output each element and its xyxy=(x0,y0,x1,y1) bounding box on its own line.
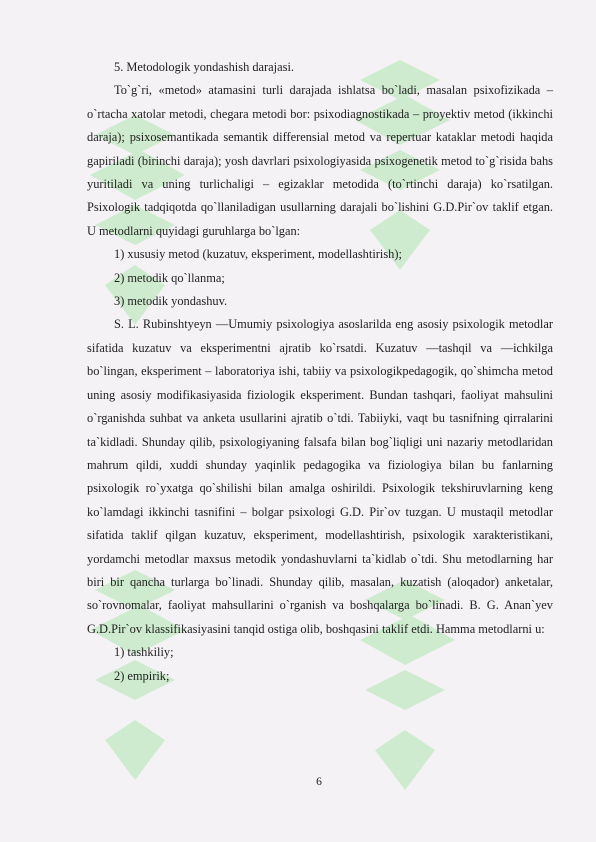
list-item: 1) xususiy metod (kuzatuv, eksperiment, modellashtirish); xyxy=(114,247,402,262)
list-item: 1) tashkiliy; xyxy=(114,645,174,660)
page-number: 6 xyxy=(316,776,322,788)
document-body xyxy=(87,56,553,688)
section-heading: 5. Metodologik yondashish darajasi. xyxy=(114,60,294,74)
list-item: 2) empirik; xyxy=(114,668,170,683)
list-item: 3) metodik yondashuv. xyxy=(114,294,228,309)
paragraph: S. L. Rubinshtyeyn ―Umumiy psixologiya asoslarilda eng asosiy psixologik metodlar sifatida kuzatuv va eksperimentni ajratib ko`rsatdi. Kuzatuv ―tashqil va ―ichkilga bo`lingan, eksperiment – laboratoriya ishi, tabiiy va psixologikpedagogik, qo`shimcha metod uning asosiy modifikasiyasida fiziologik eksperiment. Bundan tashqari, faoliyat mahsulini o`rganishda suhbat va anketa usullarini ajratib o`tdi. Tabiiyki, vaqt bu tasnifning qirralarini ta`kidladi. Shunday qilib, psixologiyaning falsafa bilan bog`liqligi uni nazariy metodlaridan mahrum qildi, xuddi shunday yaqinlik pedagogika va fiziologiya bilan bu fanlarning psixologik ro`yxatga qo`shilishi bilan amalga oshirildi. Psixologik tekshiruvlarning keng ko`lamdagi ikkinchi tasnifini – bolgar psixologi G.D. Pir`ov tuzgan. U mustaqil metodlar sifatida taklif qilgan kuzatuv, eksperiment, modellashtirish, psixologik xarakteristikani, yordamchi metodlar maxsus metodik yondashuvlarni ta`kidlab o`tdi. Shu metodlarning har biri bir qancha turlarga bo`linadi. Shunday qilib, masalan, kuzatish (aloqador) anketalar, so`rovnomalar, faoliyat mahsullarini o`rganish va boshqalarga bo`linadi. B. G. Anan`yev G.D.Pir`ov klassifikasiyasini tanqid ostiga olib, boshqasini taklif etdi. Hamma metodlarni u: xyxy=(87,317,553,636)
paragraph: To`g`ri, «metod» atamasini turli darajada ishlatsa bo`ladi, masalan psixofizikada – o`rtacha xatolar metodi, chegara metodi bor: psixodiagnostikada – proyektiv metod (ikkinchi daraja); psixosemantikada semantik differensial metod va repertuar kataklar metodi haqida gapiriladi (birinchi daraja); yosh davrlari psixologiyasida psixogenetik metod to`g`risida bahs yuritiladi va uning turlichaligi – egizaklar metodida (to`rtinchi daraja) ko`rsatilgan. Psixologik tadqiqotda qo`llaniladigan usullarning darajali bo`lishini G.D.Pir`ov taklif etgan. U metodlarni quyidagi guruhlarga bo`lgan: xyxy=(87,83,553,238)
list-item: 2) metodik qo`llanma; xyxy=(114,270,225,285)
